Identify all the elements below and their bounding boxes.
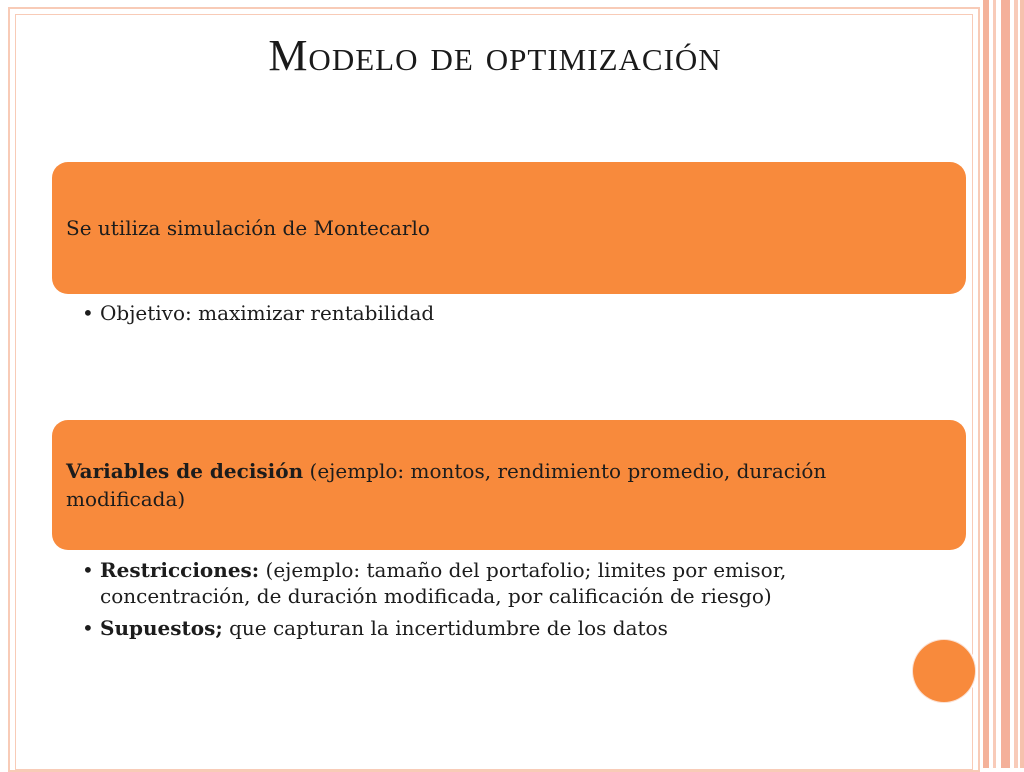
bullet-icon: • bbox=[82, 558, 94, 582]
objective-text: Objetivo: maximizar rentabilidad bbox=[100, 301, 435, 325]
decorative-stripe bbox=[1014, 0, 1018, 768]
assumptions-detail: que capturan la incertidumbre de los datos bbox=[222, 616, 668, 640]
decorative-stripe bbox=[993, 0, 996, 768]
list-item bbox=[82, 557, 922, 609]
decorative-stripe bbox=[1001, 0, 1010, 768]
decorative-stripe bbox=[983, 0, 989, 768]
decorative-stripe bbox=[1020, 0, 1024, 768]
restrictions-detail: (ejemplo: tamaño del portafolio; limites por emisor, concentración, de duración modificada, por calificación de riesgo) bbox=[100, 558, 787, 608]
bullet-icon: • bbox=[82, 616, 94, 640]
objective-list bbox=[82, 300, 922, 332]
constraints-list bbox=[82, 557, 922, 647]
slide-title: Modelo de optimización bbox=[268, 31, 722, 80]
assumptions-label: Supuestos; bbox=[100, 616, 223, 640]
decision-variables-detail: (ejemplo: montos, rendimiento promedio, duración modificada) bbox=[66, 459, 827, 511]
decision-variables-box bbox=[52, 420, 966, 550]
decision-variables-label: Variables de decisión bbox=[66, 459, 304, 483]
montecarlo-box bbox=[52, 162, 966, 294]
decorative-circle bbox=[913, 640, 975, 702]
restrictions-label: Restricciones: bbox=[100, 558, 260, 582]
decision-variables-text bbox=[66, 457, 926, 513]
bullet-icon: • bbox=[82, 301, 94, 325]
list-item bbox=[82, 300, 922, 326]
montecarlo-text: Se utiliza simulación de Montecarlo bbox=[66, 216, 430, 240]
slide-border-inner bbox=[15, 14, 973, 770]
list-item bbox=[82, 615, 922, 641]
